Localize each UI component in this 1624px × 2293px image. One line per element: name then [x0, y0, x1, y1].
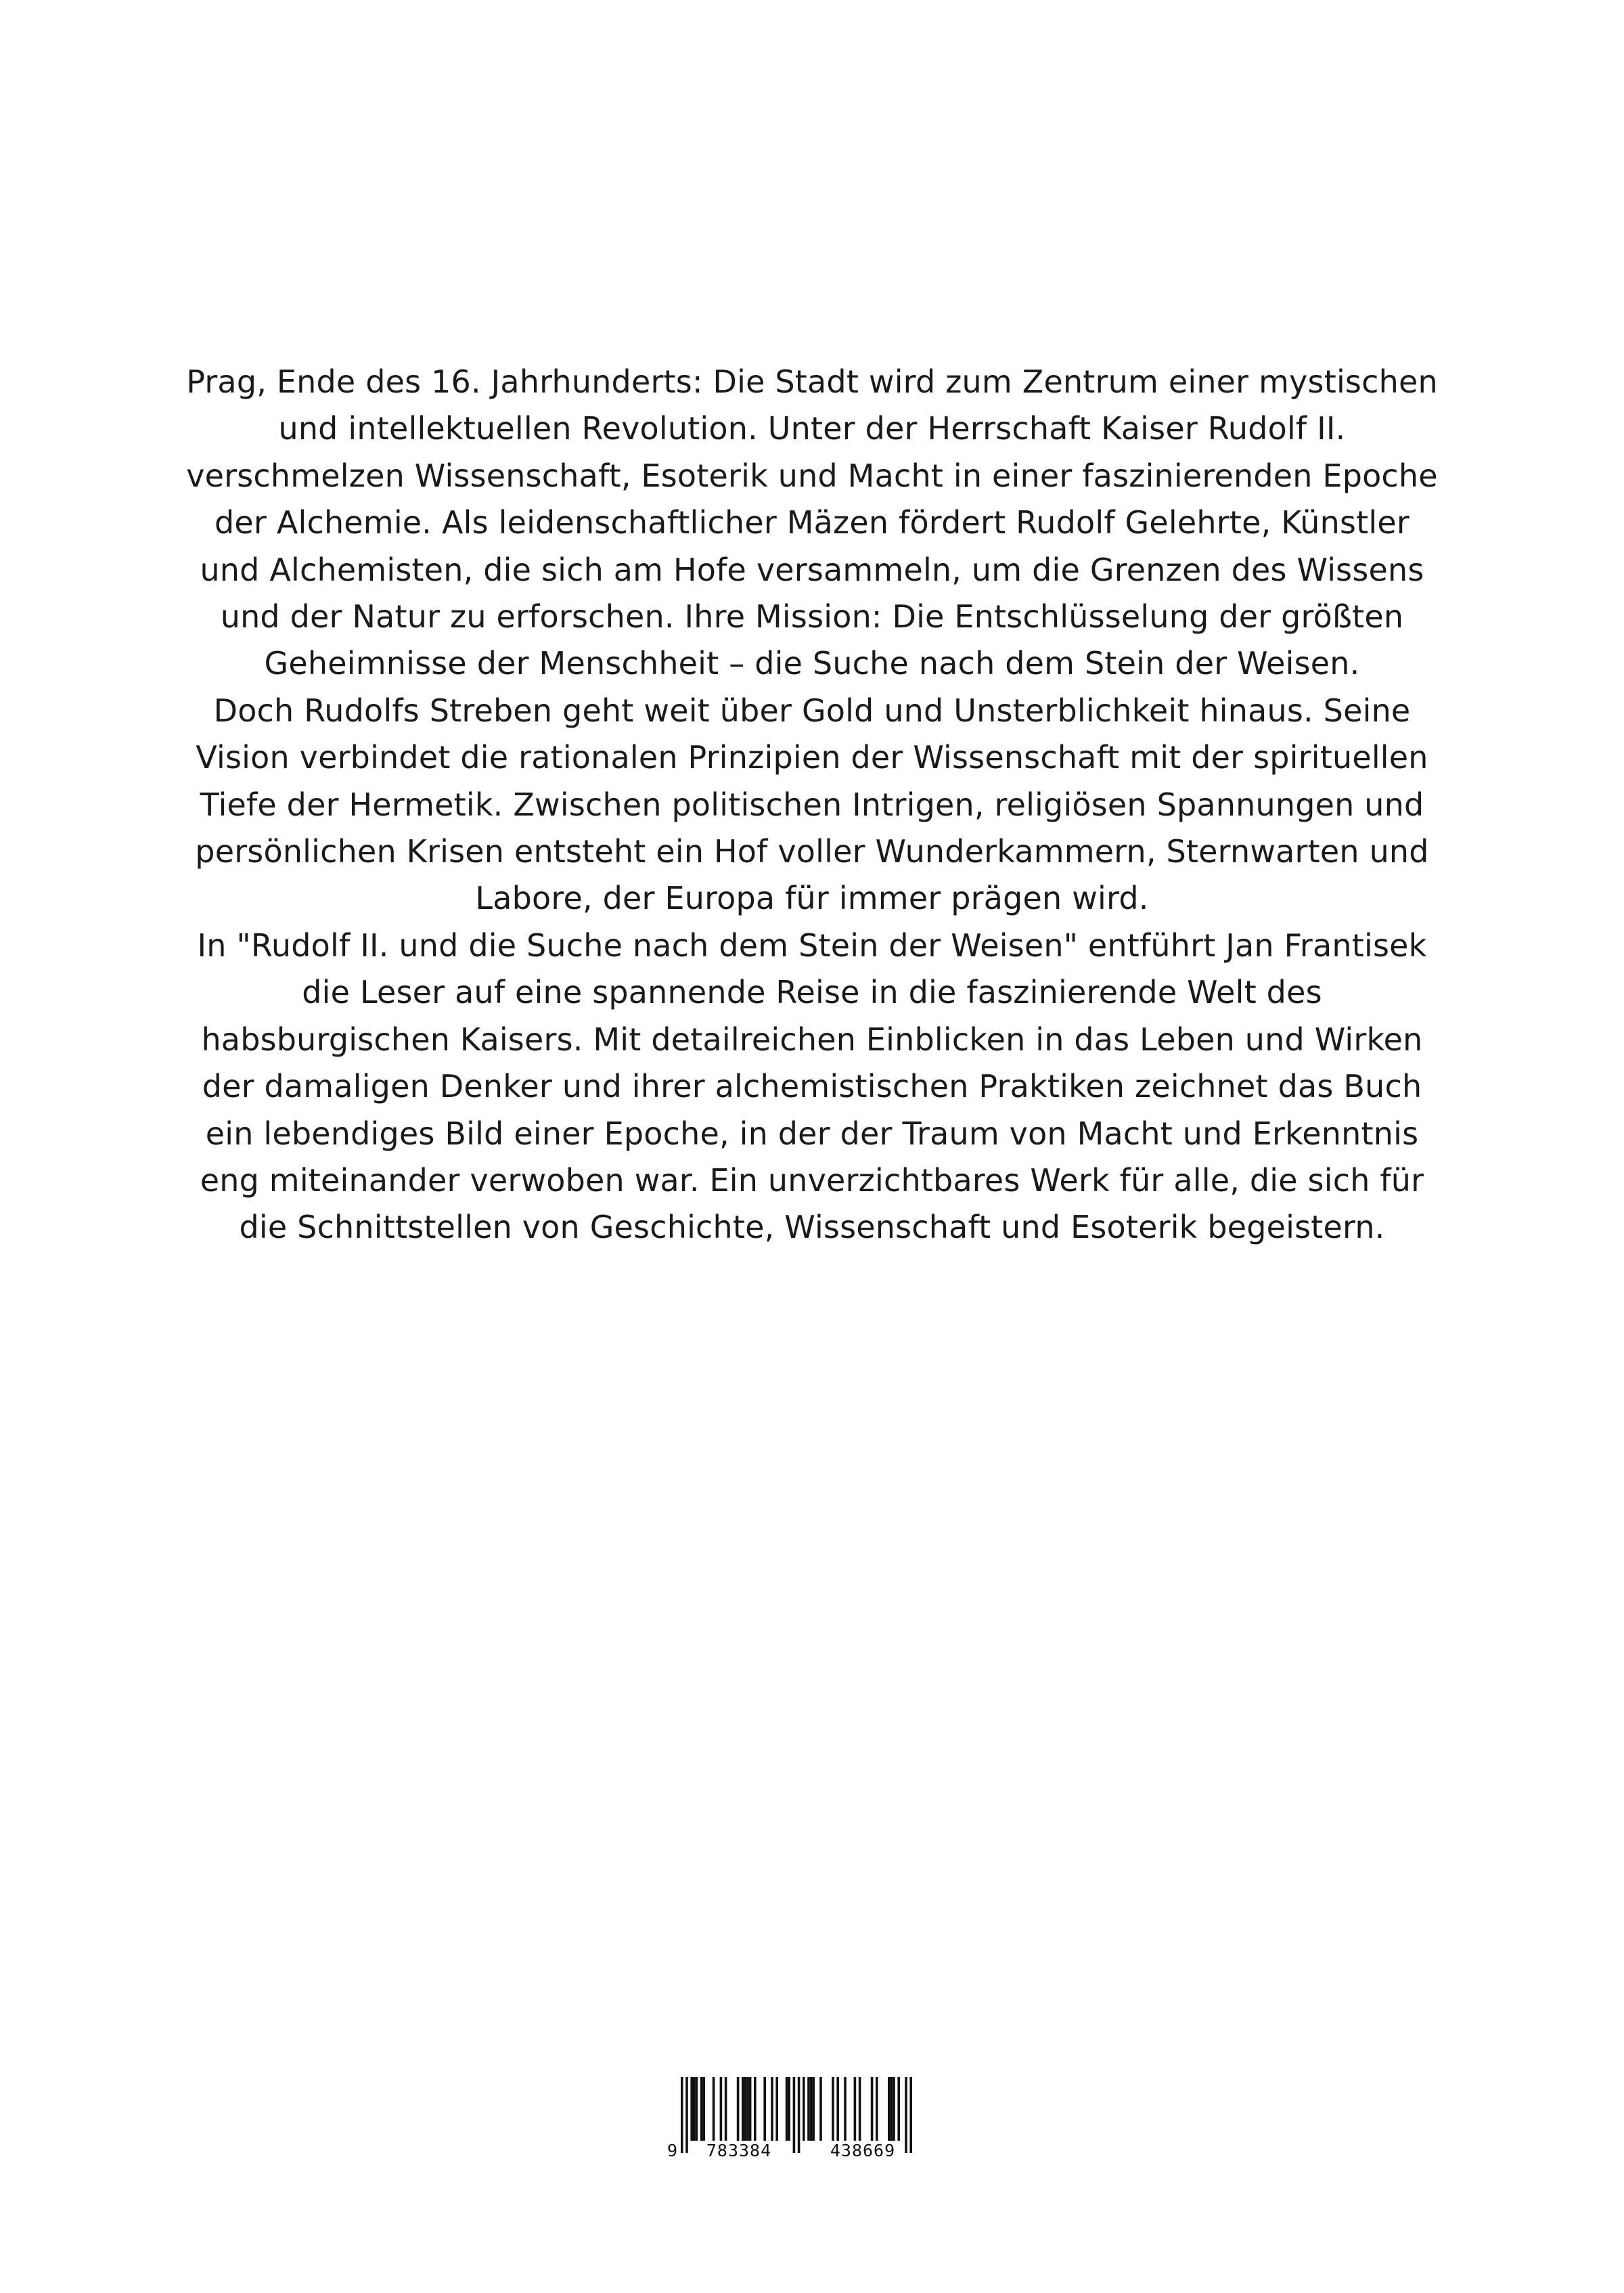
barcode-bar — [763, 2077, 766, 2141]
blurb-line: die Schnittstellen von Geschichte, Wissenschaft und Esoterik begeistern. — [239, 1209, 1385, 1246]
barcode-bar — [702, 2077, 705, 2141]
isbn-barcode — [662, 2074, 953, 2159]
blurb-line: Doch Rudolfs Streben geht weit über Gold und Unsterblichkeit hinaus. Seine — [213, 692, 1411, 729]
barcode-bar — [749, 2077, 752, 2141]
barcode-left-digits: 783384 — [706, 2141, 772, 2159]
barcode-bar — [737, 2077, 740, 2141]
barcode-bar — [696, 2077, 698, 2141]
barcode-bar — [771, 2077, 773, 2141]
barcode-bar — [693, 2077, 696, 2141]
barcode-bar — [690, 2077, 693, 2141]
blurb-line: und der Natur zu erforschen. Ihre Mission: Die Entschlüsselung der größten — [220, 598, 1404, 636]
blurb-line: verschmelzen Wissenschaft, Esoterik und Macht in einer faszinierenden Epoche — [186, 457, 1438, 494]
blurb-line: und intellektuellen Revolution. Unter der Herrschaft Kaiser Rudolf II. — [278, 410, 1346, 447]
barcode-bar — [897, 2077, 900, 2141]
barcode-bar — [700, 2077, 703, 2141]
blurb-line: Vision verbindet die rationalen Prinzipien der Wissenschaft mit der spirituellen — [196, 739, 1428, 776]
blurb-line: Tiefe der Hermetik. Zwischen politischen Intrigen, religiösen Spannungen und — [200, 786, 1424, 823]
blurb-line: Prag, Ende des 16. Jahrhunderts: Die Stadt wird zum Zentrum einer mystischen — [186, 363, 1438, 400]
barcode-bar — [844, 2077, 847, 2141]
barcode-bar — [832, 2077, 834, 2141]
blurb-line: In "Rudolf II. und die Suche nach dem Stein der Weisen" entführt Jan Frantisek — [197, 927, 1427, 964]
barcode-bar — [812, 2077, 815, 2141]
blurb-line: ein lebendiges Bild einer Epoche, in der der Traum von Macht und Erkenntnis — [205, 1115, 1419, 1152]
blurb-line: eng miteinander verwoben war. Ein unverzichtbares Werk für alle, die sich für — [200, 1161, 1424, 1199]
barcode-right-digits: 438669 — [830, 2141, 896, 2159]
barcode-guard-bar — [909, 2077, 912, 2153]
blurb-line: und Alchemisten, die sich am Hofe versammeln, um die Grenzen des Wissens — [200, 551, 1424, 588]
barcode-bar — [788, 2077, 790, 2141]
barcode-bar — [836, 2077, 839, 2141]
blurb-line: habsburgischen Kaisers. Mit detailreichen Einblicken in das Leben und Wirken — [201, 1021, 1423, 1058]
barcode-bar — [746, 2077, 749, 2141]
blurb-text — [135, 359, 1489, 1251]
barcode-bar — [742, 2077, 744, 2141]
blurb-line: persönlichen Krisen entsteht ein Hof voller Wunderkammern, Sternwarten und — [195, 833, 1429, 870]
barcode-bar — [890, 2077, 893, 2141]
barcode-bar — [888, 2077, 890, 2141]
barcode-guard-bar — [798, 2077, 800, 2153]
barcode-bar — [754, 2077, 757, 2141]
barcode-bar — [893, 2077, 895, 2141]
barcode-bar — [775, 2077, 778, 2141]
barcode-bar — [725, 2077, 727, 2141]
barcode-guard-bar — [685, 2077, 688, 2153]
blurb-line: der damaligen Denker und ihrer alchemistischen Praktiken zeichnet das Buch — [202, 1068, 1422, 1105]
barcode-bar — [859, 2077, 861, 2141]
barcode-bar — [819, 2077, 822, 2141]
blurb-line: Labore, der Europa für immer prägen wird. — [475, 880, 1149, 917]
blurb-line: die Leser auf eine spannende Reise in die faszinierende Welt des — [302, 974, 1322, 1011]
barcode-guard-bar — [905, 2077, 907, 2153]
barcode-bar — [803, 2077, 805, 2141]
barcode-bar — [810, 2077, 813, 2141]
barcode-guard-bar — [793, 2077, 796, 2153]
blurb-line: der Alchemie. Als leidenschaftlicher Mäzen fördert Rudolf Gelehrte, Künstler — [214, 504, 1410, 541]
barcode-bar — [807, 2077, 810, 2141]
barcode-bar — [713, 2077, 715, 2141]
barcode-guard-bar — [681, 2077, 683, 2153]
barcode-bar — [876, 2077, 878, 2141]
barcode-bar — [744, 2077, 747, 2141]
barcode-bar — [854, 2077, 857, 2141]
barcode-bar — [720, 2077, 723, 2141]
barcode-bar — [786, 2077, 788, 2141]
blurb-line: Geheimnisse der Menschheit – die Suche nach dem Stein der Weisen. — [264, 645, 1360, 682]
barcode-bar — [871, 2077, 874, 2141]
barcode-first-digit: 9 — [667, 2141, 678, 2159]
